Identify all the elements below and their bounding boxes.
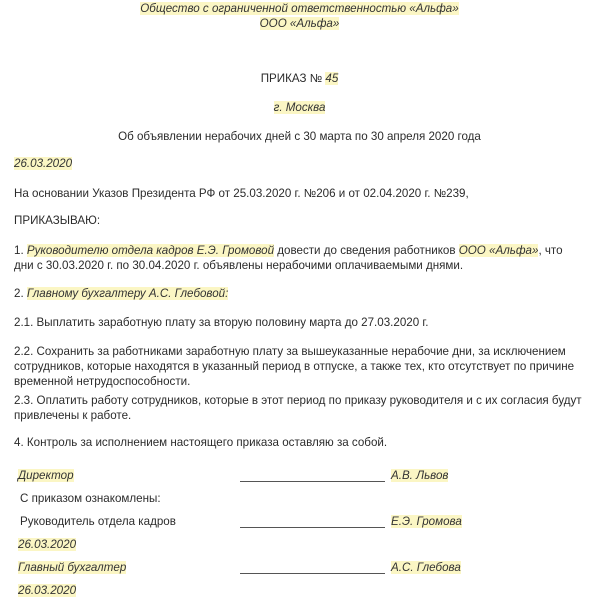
director-name: А.В. Львов <box>391 469 449 482</box>
order-word: ПРИКАЗЫВАЮ: <box>14 214 101 227</box>
hr-signature-line <box>240 527 385 528</box>
director-signature-line <box>240 481 385 482</box>
acquainted-label: С приказом ознакомлены: <box>20 492 161 505</box>
basis-text: На основании Указов Президента РФ от 25.03.2020 г. №206 и от 02.04.2020 г. №239, <box>14 187 469 200</box>
order-subject: Об объявлении нерабочих дней с 30 марта по 30 апреля 2020 года <box>118 130 481 143</box>
paragraph-2-2: 2.2. Сохранить за работниками заработную плату за вышеуказанные нерабочие дни, за исключением сотрудников, которые находятся в указанный период в отпуске, а также тех, кто отсутствует по причине временной нетрудоспособности. <box>14 345 575 388</box>
accountant-date: 26.03.2020 <box>18 584 77 597</box>
director-title: Директор <box>18 469 74 482</box>
order-number: 45 <box>325 72 339 85</box>
order-city: г. Москва <box>273 101 326 114</box>
p1-org: ООО «Альфа» <box>458 244 539 257</box>
accountant-signature-line <box>240 573 385 574</box>
accountant-name: А.С. Глебова <box>391 561 461 574</box>
order-title-prefix: ПРИКАЗ № <box>260 72 323 85</box>
paragraph-2-3: 2.3. Оплатить работу сотрудников, которые в этот период по приказу руководителя и с их согласия будут привлечены к работе. <box>14 394 582 422</box>
org-full-name: Общество с ограниченной ответственностью «Альфа» <box>140 2 459 15</box>
order-title <box>0 72 599 85</box>
accountant-title: Главный бухгалтер <box>18 561 127 574</box>
paragraph-2: 2. Главному бухгалтеру А.С. Глебовой: <box>14 287 229 300</box>
hr-title: Руководитель отдела кадров <box>20 515 176 528</box>
paragraph-1: 1. Руководителю отдела кадров Е.Э. Громовой довести до сведения работников ООО «Альфа», что дни с 30.03.2020 г. по 30.04.2020 г. объявлены нерабочими оплачиваемыми днями. <box>14 244 563 272</box>
order-date: 26.03.2020 <box>14 157 73 170</box>
hr-name: Е.Э. Громова <box>391 515 462 528</box>
paragraph-4: 4. Контроль за исполнением настоящего приказа оставляю за собой. <box>14 436 388 449</box>
paragraph-2-1: 2.1. Выплатить заработную плату за вторую половину марта до 27.03.2020 г. <box>14 316 429 329</box>
p2-responsible: Главному бухгалтеру А.С. Глебовой: <box>26 287 229 300</box>
org-short-name: ООО «Альфа» <box>259 17 340 30</box>
p1-responsible: Руководителю отдела кадров Е.Э. Громовой <box>26 244 275 257</box>
hr-date: 26.03.2020 <box>18 538 77 551</box>
